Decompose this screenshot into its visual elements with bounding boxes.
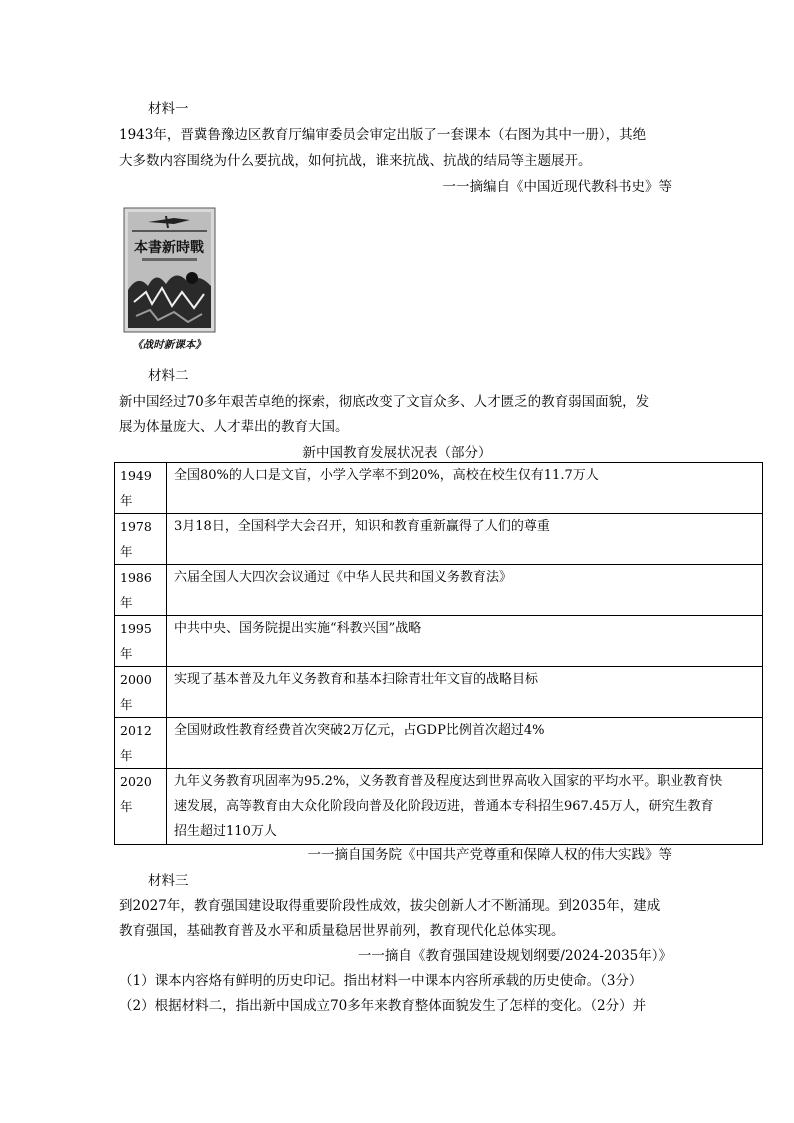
material2-line-2: 展为体量庞大、人才辈出的教育大国。: [119, 419, 349, 435]
material3-heading: 材料三: [148, 873, 189, 889]
event-cell: 九年义务教育巩固率为95.2%，义务教育普及程度达到世界高收入国家的平均水平。职业教育快 速发展，高等教育由大众化阶段向普及化阶段迈进，普通本专科招生967.45万人，研究生教育 招生超过110万人: [167, 769, 763, 845]
cover-title-text: 本書新時戰: [134, 240, 204, 256]
education-development-table: [114, 462, 763, 845]
question-2: （2）根据材料二，指出新中国成立70多年来教育整体面貌发生了怎样的变化。（2分）并: [119, 998, 647, 1014]
year-cell: 1995 年: [115, 616, 167, 667]
table-row: [115, 769, 763, 845]
material2-heading: 材料二: [148, 368, 189, 384]
material2-source: 一一摘自国务院《中国共产党尊重和保障人权的伟大实践》等: [307, 847, 672, 863]
material1-line-2: 大多数内容围绕为什么要抗战，如何抗战，谁来抗战、抗战的结局等主题展开。: [119, 153, 592, 169]
material3-line-2: 教育强国，基础教育普及水平和质量稳居世界前列，教育现代化总体实现。: [119, 923, 565, 939]
table-row: [115, 565, 763, 616]
textbook-cover-image: [122, 206, 217, 351]
year-cell: 2000 年: [115, 667, 167, 718]
event-cell: 全国财政性教育经费首次突破2万亿元，占GDP比例首次超过4%: [167, 718, 763, 769]
table-row: [115, 667, 763, 718]
year-cell: 2012 年: [115, 718, 167, 769]
material3-source: 一一摘自《教育强国建设规划纲要/2024-2035年）》: [357, 948, 672, 964]
table-row: [115, 616, 763, 667]
table-row: [115, 463, 763, 514]
question-1: （1）课本内容烙有鲜明的历史印记。指出材料一中课本内容所承载的历史使命。（3分）: [119, 973, 643, 989]
event-cell: 六届全国人大四次会议通过《中华人民共和国义务教育法》: [167, 565, 763, 616]
table-caption: 新中国教育发展状况表（部分）: [302, 445, 492, 461]
year-cell: 2020 年: [115, 769, 167, 845]
year-cell: 1986 年: [115, 565, 167, 616]
year-cell: 1978 年: [115, 514, 167, 565]
material1-heading: 材料一: [148, 101, 189, 117]
material3-line-1: 到2027年，教育强国建设取得重要阶段性成效，拔尖创新人才不断涌现。到2035年，建成: [119, 898, 661, 914]
table-row: [115, 718, 763, 769]
material2-line-1: 新中国经过70多年艰苦卓绝的探索，彻底改变了文盲众多、人才匮乏的教育弱国面貌，发: [119, 394, 650, 410]
event-cell: 3月18日，全国科学大会召开，知识和教育重新赢得了人们的尊重: [167, 514, 763, 565]
event-cell: 全国80%的人口是文盲，小学入学率不到20%，高校在校生仅有11.7万人: [167, 463, 763, 514]
table-row: [115, 514, 763, 565]
material1-source: 一一摘编自《中国近现代教科书史》等: [442, 179, 672, 195]
event-cell: 实现了基本普及九年义务教育和基本扫除青壮年文盲的战略目标: [167, 667, 763, 718]
material1-line-1: 1943年，晋冀鲁豫边区教育厅编审委员会审定出版了一套课本（右图为其中一册），其绝: [119, 127, 647, 143]
textbook-caption: 《战时新课本》: [132, 339, 206, 351]
year-cell: 1949 年: [115, 463, 167, 514]
event-cell: 中共中央、国务院提出实施“科教兴国”战略: [167, 616, 763, 667]
